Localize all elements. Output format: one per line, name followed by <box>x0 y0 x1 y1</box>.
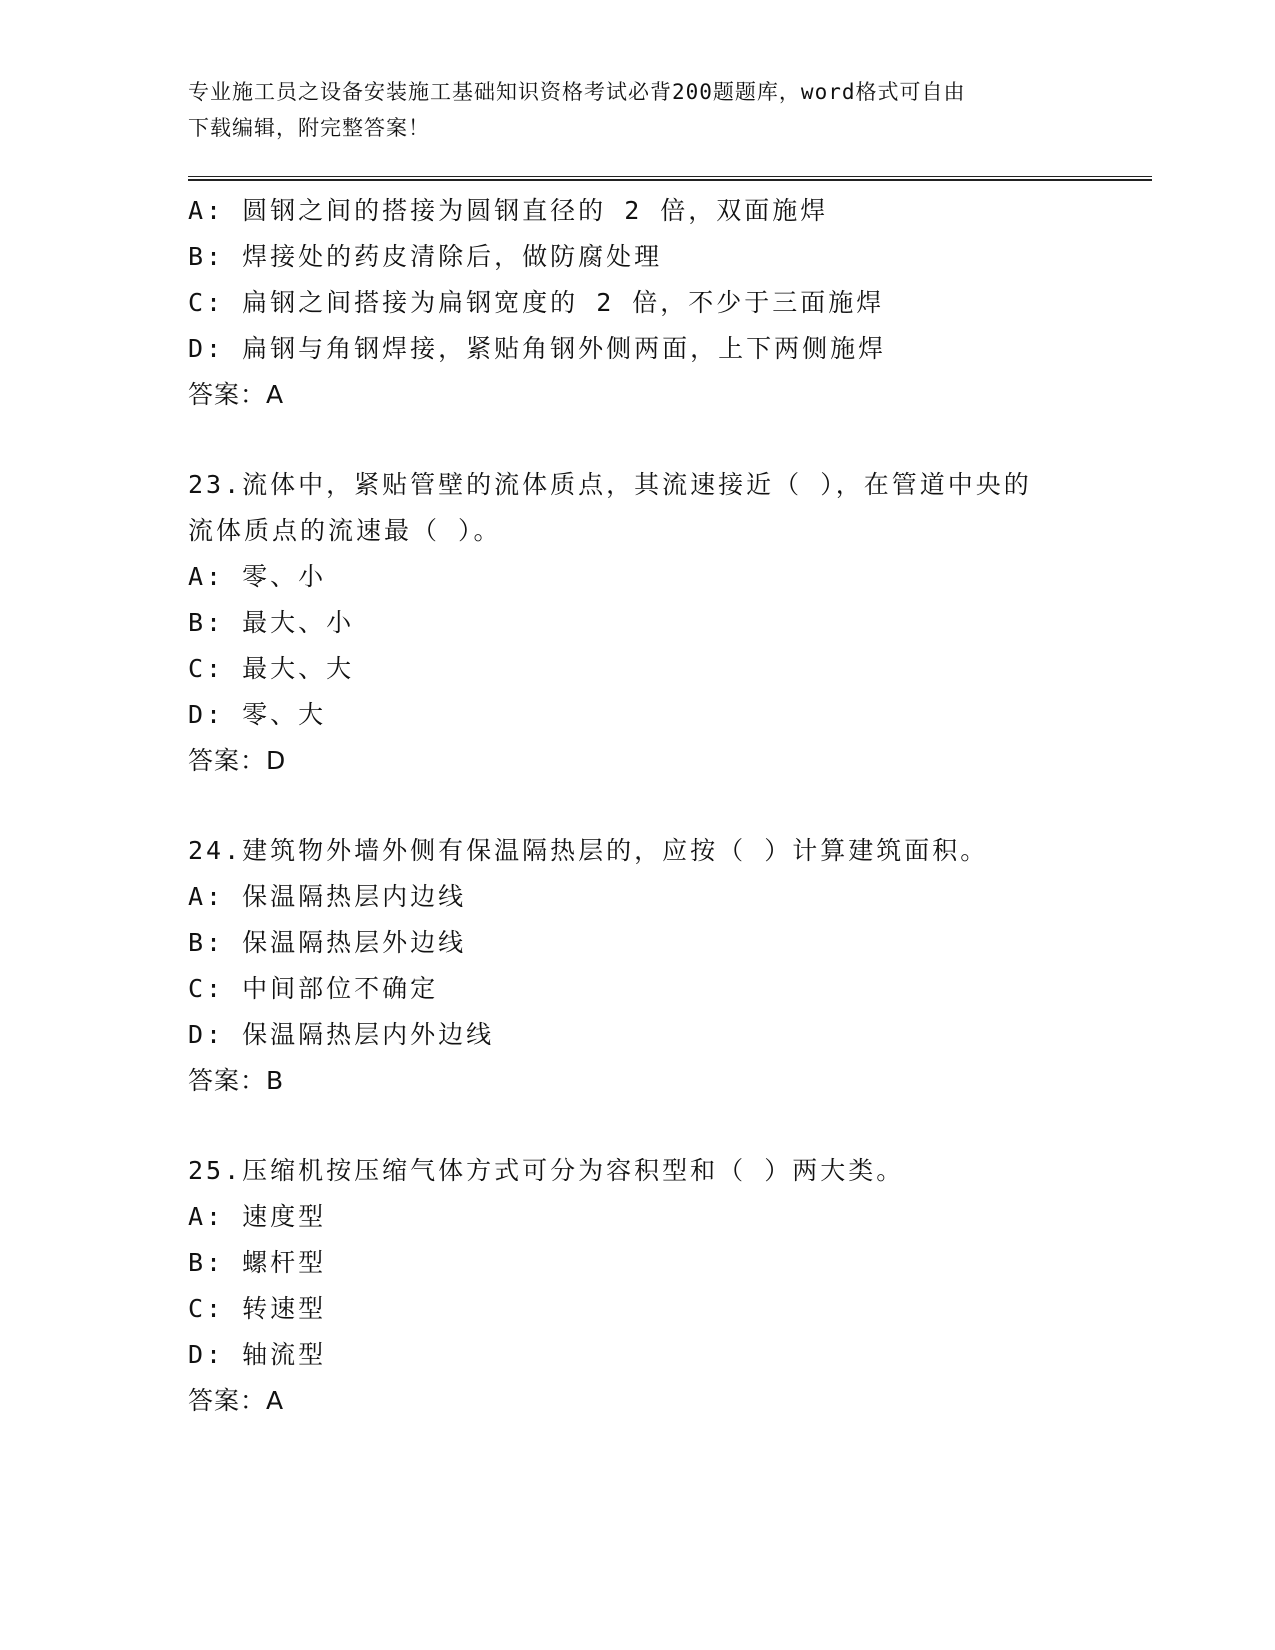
question-content <box>188 188 1088 1424</box>
question-block-24 <box>188 828 1088 1104</box>
answer-line: 答案：B <box>188 1066 285 1095</box>
option-c: C: 转速型 <box>188 1294 327 1323</box>
spacer <box>188 1104 1088 1148</box>
answer-line: 答案：D <box>188 746 287 775</box>
document-header <box>188 74 1068 146</box>
question-block-22 <box>188 188 1088 418</box>
question-block-23 <box>188 462 1088 784</box>
answer-line: 答案：A <box>188 1386 285 1415</box>
question-stem: 24.建筑物外墙外侧有保温隔热层的，应按（ ）计算建筑面积。 <box>188 836 989 865</box>
answer-line: 答案：A <box>188 380 285 409</box>
option-d: D: 零、大 <box>188 700 327 729</box>
header-title-line-1: 专业施工员之设备安装施工基础知识资格考试必背200题题库，word格式可自由 <box>188 80 966 104</box>
question-stem-line-2: 流体质点的流速最（ ）。 <box>188 516 502 545</box>
spacer <box>188 418 1088 462</box>
option-b: B: 保温隔热层外边线 <box>188 928 467 957</box>
option-d: D: 保温隔热层内外边线 <box>188 1020 495 1049</box>
header-divider <box>188 176 1152 181</box>
question-block-25 <box>188 1148 1088 1424</box>
option-c: C: 扁钢之间搭接为扁钢宽度的 2 倍，不少于三面施焊 <box>188 288 885 317</box>
question-stem-line-1: 23.流体中，紧贴管壁的流体质点，其流速接近（ ），在管道中央的 <box>188 470 1032 499</box>
option-a: A: 速度型 <box>188 1202 327 1231</box>
question-stem: 25.压缩机按压缩气体方式可分为容积型和（ ）两大类。 <box>188 1156 905 1185</box>
option-c: C: 最大、大 <box>188 654 355 683</box>
header-title-line-2: 下载编辑，附完整答案！ <box>188 116 430 140</box>
option-d: D: 扁钢与角钢焊接，紧贴角钢外侧两面，上下两侧施焊 <box>188 334 887 363</box>
option-b: B: 焊接处的药皮清除后，做防腐处理 <box>188 242 663 271</box>
option-b: B: 最大、小 <box>188 608 355 637</box>
option-a: A: 圆钢之间的搭接为圆钢直径的 2 倍，双面施焊 <box>188 196 829 225</box>
option-a: A: 零、小 <box>188 562 327 591</box>
divider-thick-line <box>188 179 1152 181</box>
divider-thin-line <box>188 176 1152 177</box>
option-a: A: 保温隔热层内边线 <box>188 882 467 911</box>
option-c: C: 中间部位不确定 <box>188 974 439 1003</box>
option-b: B: 螺杆型 <box>188 1248 327 1277</box>
spacer <box>188 784 1088 828</box>
option-d: D: 轴流型 <box>188 1340 327 1369</box>
